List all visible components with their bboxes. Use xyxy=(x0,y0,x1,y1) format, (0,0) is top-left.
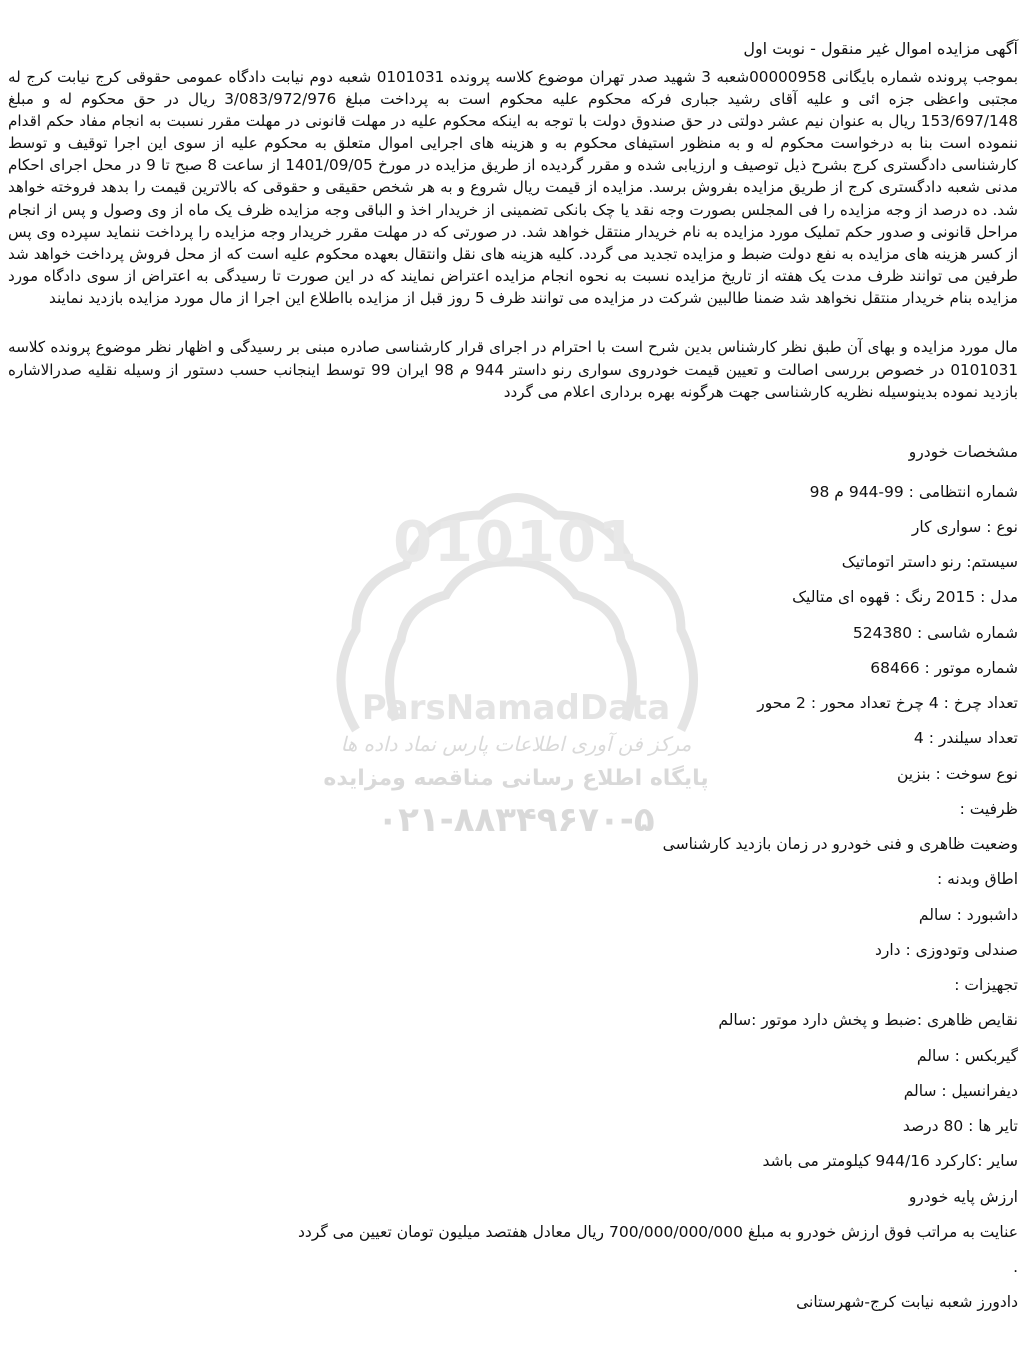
watermark-phone: ۰۲۱-۸۸۳۴۹۶۷۰-۵ xyxy=(377,800,655,840)
defects-engine: نقایص ظاهری :ضبط و پخش دارد موتور :سالم xyxy=(718,1011,1018,1029)
differential: دیفرانسیل : سالم xyxy=(903,1082,1018,1100)
chassis-number: شماره شاسی : 524380 xyxy=(852,624,1018,642)
dashboard: داشبورد : سالم xyxy=(918,906,1018,924)
cabin-body: اطاق وبدنه : xyxy=(936,870,1018,888)
plate-number: شماره انتظامی : 99-944 م 98 xyxy=(809,483,1018,501)
wheels-axles: تعداد چرخ : 4 چرخ تعداد محور : 2 محور xyxy=(757,694,1018,712)
vehicle-specs-heading: مشخصات خودرو xyxy=(908,443,1018,461)
watermark xyxy=(286,470,746,850)
seats-upholstery: صندلی وتودوزی : دارد xyxy=(874,941,1018,959)
watermark-brand: ParsNamadData xyxy=(361,688,671,728)
bailiff-signature: دادورز شعبه نیابت کرج-شهرستانی xyxy=(796,1293,1018,1311)
equipment: تجهیزات : xyxy=(954,976,1018,994)
notice-document xyxy=(6,0,1018,1352)
engine-number: شماره موتور : 68466 xyxy=(870,659,1018,677)
notice-intro-paragraph: بموجب پرونده شماره بایگانی 00000958شعبه 3 شهید صدر تهران موضوع کلاسه پرونده 0101031 شعبه دوم نیابت دادگاه عمومی حقوقی کرج نیابت کرج له مجتبی واعظی جزه ائی و علیه آقای رشید جباری فرکه محکوم علیه محکوم است به پرداخت مبلغ 3/083/972/976 ریال در حق محکوم له و مبلغ 153/697/148 ریال به عنوان نیم عشر دولتی در حق صندوق دولت با توجه به اینکه محکوم علیه در مهلت قانونی در مهلت مقرر نسبت به انجام مفاد حکم اقدام ننموده است بنا به درخواست محکوم له و به منظور استیفای محکوم به و هزینه های اجرایی اموال متعلق به محکوم علیه از سوی این اجرا توقیف و توسط کارشناسی دادگستری کرج بشرح ذیل توصیف و ارزیابی شده و مقرر گردیده از طریق مزایده در مورخ 1401/09/05 از ساعت 8 صبح تا 9 در محل اجرای احکام مدنی شعبه دادگستری کرج از طریق مزایده بفروش برسد. مزایده از قیمت ریال شروع و به هر شخص حقیقی و حقوقی که بالاترین قیمت را بدهد فروخته خواهد شد. ده درصد از وجه مزایده را فی المجلس بصورت وجه نقد یا چک بانکی تضمینی از خریدار اخذ و الباقی وجه مزایده ظرف یک ماه از وی وصول و پس از انجام مراحل قانونی و صدور حکم تملیک مورد مزایده به نام خریدار منتقل خواهد شد. در صورتی که در مهلت مقرر خریدار وجه مزایده را پرداخت ننماید سپرده وی پس از کسر هزینه های مزایده به نفع دولت ضبط و مزایده تجدید می گردد. کلیه هزینه های نقل وانتقال بعهده محکوم علیه است که از محل فروش پرداخت خواهد شد طرفین می توانند ظرف مدت یک هفته از تاریخ مزایده نسبت به نحوه انجام مزایده اعتراض نمایند که در این صورت تا رسیدگی به اعتراض از سوی دادگاه مورد مزایده بنام خریدار منتقل نخواهد شد ضمنا طالبین شرکت در مزایده می توانند ظرف 5 روز قبل از مزایده بااطلاع این اجرا از مال مورد مزایده بازدید نمایند xyxy=(8,68,1019,307)
watermark-digits: 010101 xyxy=(393,510,639,575)
fuel-type: نوع سوخت : بنزین xyxy=(896,765,1018,783)
vehicle-model-color: مدل : 2015 رنگ : قهوه ای متالیک xyxy=(792,588,1018,606)
tires: تایر ها : 80 درصد xyxy=(902,1117,1018,1135)
base-value-statement: عنایت به مراتب فوق ارزش خودرو به مبلغ 700/000/000/000 ریال معادل هفتصد میلیون تومان تعیین می گردد xyxy=(298,1223,1018,1241)
capacity: ظرفیت : xyxy=(959,800,1018,818)
flower-logo-icon xyxy=(286,470,746,850)
condition-heading: وضعیت ظاهری و فنی خودرو در زمان بازدید کارشناسی xyxy=(662,835,1018,853)
vehicle-type: نوع : سواری کار xyxy=(911,518,1018,536)
expert-opinion-paragraph: مال مورد مزایده و بهای آن طبق نظر کارشناس بدین شرح است با احترام در اجرای قرار کارشناسی صادره مبنی بر رسیدگی و اظهار نظر موضوع پرونده کلاسه 0101031 در خصوص بررسی اصالت و تعیین قیمت خودروی سواری رنو داستر 944 م 98 ایران 99 توسط اینجانب حسب دستور از وسیله نقلیه صدرالاشاره بازدید نموده بدینوسیله نظریه کارشناسی جهت هرگونه بهره برداری اعلام می گردد xyxy=(8,338,1018,402)
dot-separator: . xyxy=(1013,1258,1018,1276)
cylinders: تعداد سیلندر : 4 xyxy=(913,729,1018,747)
base-value-heading: ارزش پایه خودرو xyxy=(908,1188,1018,1206)
gearbox: گیربکس : سالم xyxy=(916,1047,1018,1065)
vehicle-system: سیستم: رنو داستر اتوماتیک xyxy=(841,553,1018,571)
watermark-company: مرکز فن آوری اطلاعات پارس نماد داده ها xyxy=(340,732,692,756)
mileage: سایر :کارکرد 944/16 کیلومتر می باشد xyxy=(762,1152,1018,1170)
watermark-portal: پایگاه اطلاع رسانی مناقصه ومزایده xyxy=(323,766,709,791)
notice-title: آگهی مزایده اموال غیر منقول - نوبت اول xyxy=(743,39,1018,58)
